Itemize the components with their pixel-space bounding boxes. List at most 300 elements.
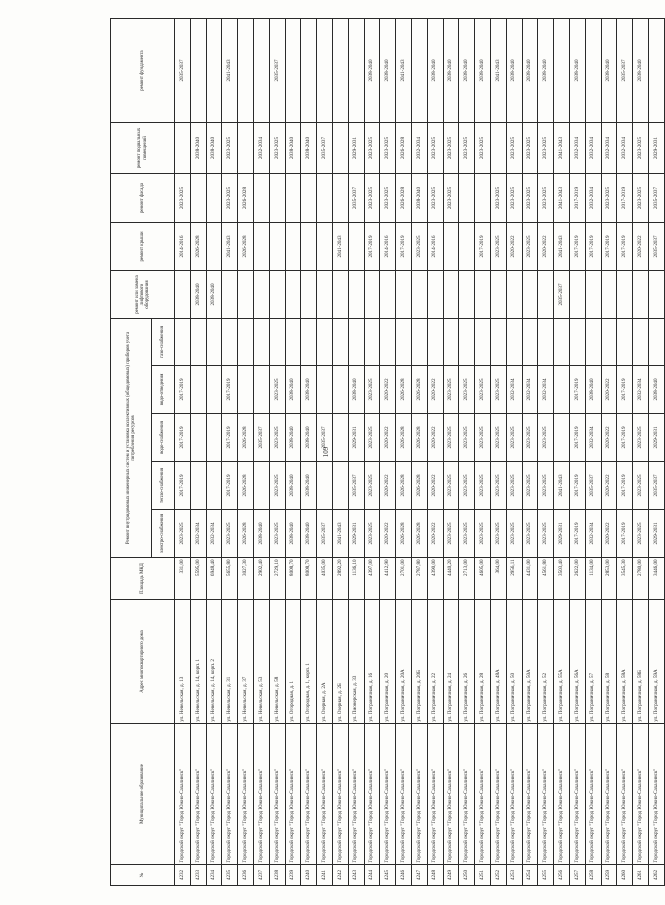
cell-fasad <box>332 174 348 223</box>
cell-num: 4235 <box>222 865 238 886</box>
cell-teplo: 2023-2025 <box>443 462 459 510</box>
cell-fund: 2038-2040 <box>601 19 617 123</box>
cell-lift <box>364 271 380 319</box>
cell-vodootv: 2017-2019 <box>617 366 633 414</box>
cell-vodootv <box>190 366 206 414</box>
cell-lift <box>396 271 412 319</box>
cell-area: 2729,10 <box>269 558 285 600</box>
cell-gazo <box>348 319 364 366</box>
cell-gazo <box>443 319 459 366</box>
cell-electro: 2023-2025 <box>364 510 380 558</box>
cell-gazo <box>490 319 506 366</box>
header-area: Площадь МКД <box>111 558 175 600</box>
cell-electro: 2026-2028 <box>411 510 427 558</box>
cell-lift <box>601 271 617 319</box>
cell-electro: 2038-2040 <box>253 510 269 558</box>
cell-vodootv: 2017-2019 <box>222 366 238 414</box>
cell-num: 4252 <box>490 865 506 886</box>
cell-lift <box>522 271 538 319</box>
cell-roof: 2020-2022 <box>633 223 649 271</box>
cell-electro: 2023-2025 <box>490 510 506 558</box>
cell-address: ул. Огородная, д. 1, корп. 1 <box>301 600 317 724</box>
cell-roof <box>459 223 475 271</box>
cell-vodo: 2029-2031 <box>348 414 364 462</box>
cell-num: 4241 <box>317 865 333 886</box>
cell-roof: 2020-2022 <box>538 223 554 271</box>
cell-vodootv: 2026-2028 <box>396 366 412 414</box>
table-row <box>364 19 380 886</box>
header-gazo: газо-снабжения <box>152 319 175 366</box>
cell-electro: 2032-2034 <box>206 510 222 558</box>
cell-area: 3545,30 <box>617 558 633 600</box>
cell-electro: 2029-2031 <box>554 510 570 558</box>
cell-num: 4251 <box>475 865 491 886</box>
cell-mo: Городской округ "Город Южно-Сахалинск" <box>301 724 317 865</box>
cell-podval: 2023-2025 <box>269 123 285 174</box>
cell-roof: 2014-2016 <box>427 223 443 271</box>
cell-fasad: 2023-2025 <box>222 174 238 223</box>
cell-teplo <box>332 462 348 510</box>
cell-fasad: 2023-2025 <box>490 174 506 223</box>
cell-vodootv: 2017-2019 <box>175 366 191 414</box>
cell-lift <box>617 271 633 319</box>
cell-vodootv: 2038-2040 <box>348 366 364 414</box>
cell-fasad: 2023-2025 <box>443 174 459 223</box>
cell-electro: 2023-2025 <box>522 510 538 558</box>
rotated-page <box>110 19 659 886</box>
cell-fund <box>411 19 427 123</box>
cell-roof: 2017-2019 <box>601 223 617 271</box>
cell-mo: Городской округ "Город Южно-Сахалинск" <box>490 724 506 865</box>
cell-roof <box>253 223 269 271</box>
cell-fasad: 2026-2028 <box>238 174 254 223</box>
cell-address: ул. Невельская, д. 53 <box>253 600 269 724</box>
cell-area: 3446,00 <box>648 558 664 600</box>
table-body <box>175 19 665 886</box>
cell-electro: 2029-2031 <box>648 510 664 558</box>
cell-roof <box>269 223 285 271</box>
cell-podval <box>238 123 254 174</box>
cell-fund: 2038-2040 <box>380 19 396 123</box>
cell-address: ул. Пограничная, д. 59А <box>648 600 664 724</box>
table-row <box>633 19 649 886</box>
cell-fund <box>348 19 364 123</box>
cell-gazo <box>601 319 617 366</box>
cell-mo: Городской округ "Город Южно-Сахалинск" <box>411 724 427 865</box>
cell-address: ул. Невельская, д. 14, корп. 2 <box>206 600 222 724</box>
cell-roof: 2014-2016 <box>175 223 191 271</box>
cell-vodo: 2023-2025 <box>522 414 538 462</box>
table-row <box>285 19 301 886</box>
cell-vodootv: 2026-2028 <box>411 366 427 414</box>
cell-vodo: 2020-2022 <box>380 414 396 462</box>
cell-address: ул. Пограничная, д. 16 <box>364 600 380 724</box>
cell-fasad <box>301 174 317 223</box>
cell-teplo: 2023-2025 <box>459 462 475 510</box>
cell-mo: Городской округ "Город Южно-Сахалинск" <box>285 724 301 865</box>
table-row <box>190 19 206 886</box>
cell-lift <box>506 271 522 319</box>
cell-vodootv: 2023-2025 <box>443 366 459 414</box>
cell-lift <box>459 271 475 319</box>
cell-address: ул. Пограничная, д. 20 <box>380 600 396 724</box>
cell-area: 1134,00 <box>585 558 601 600</box>
cell-address: ул. Пограничная, д. 57 <box>585 600 601 724</box>
cell-num: 4247 <box>411 865 427 886</box>
table-row <box>617 19 633 886</box>
cell-lift <box>411 271 427 319</box>
cell-gazo <box>411 319 427 366</box>
cell-address: ул. Невельская, д. 31 <box>222 600 238 724</box>
cell-vodootv: 2023-2025 <box>364 366 380 414</box>
cell-gazo <box>364 319 380 366</box>
cell-mo: Городской округ "Город Южно-Сахалинск" <box>617 724 633 865</box>
cell-address: ул. Пограничная, д. 22 <box>427 600 443 724</box>
cell-area: 4431,00 <box>522 558 538 600</box>
cell-teplo: 2023-2025 <box>522 462 538 510</box>
cell-teplo: 2023-2025 <box>506 462 522 510</box>
cell-area: 2622,00 <box>569 558 585 600</box>
cell-teplo: 2020-2022 <box>380 462 396 510</box>
cell-vodootv <box>206 366 222 414</box>
header-fasad: ремонт фасада <box>111 174 175 223</box>
cell-gazo <box>427 319 443 366</box>
cell-electro: 2023-2025 <box>459 510 475 558</box>
cell-fasad <box>253 174 269 223</box>
table-row <box>332 19 348 886</box>
cell-gazo <box>269 319 285 366</box>
cell-electro: 2023-2025 <box>175 510 191 558</box>
cell-mo: Городской округ "Город Южно-Сахалинск" <box>459 724 475 865</box>
cell-roof: 2026-2028 <box>238 223 254 271</box>
cell-teplo <box>317 462 333 510</box>
header-roof: ремонт крыши <box>111 223 175 271</box>
header-teplo: тепло-снабжения <box>152 462 175 510</box>
cell-mo: Городской округ "Город Южно-Сахалинск" <box>554 724 570 865</box>
cell-podval: 2032-2034 <box>617 123 633 174</box>
cell-lift <box>585 271 601 319</box>
cell-fasad <box>206 174 222 223</box>
cell-teplo: 2026-2028 <box>238 462 254 510</box>
cell-area: 364,00 <box>490 558 506 600</box>
cell-mo: Городской округ "Город Южно-Сахалинск" <box>601 724 617 865</box>
cell-fund: 2035-2037 <box>269 19 285 123</box>
cell-address: ул. Невельская, д. 58 <box>269 600 285 724</box>
cell-vodootv: 2023-2025 <box>459 366 475 414</box>
cell-vodo: 2035-2037 <box>253 414 269 462</box>
cell-gazo <box>253 319 269 366</box>
cell-address: ул. Пограничная, д. 58Б <box>633 600 649 724</box>
cell-vodootv <box>238 366 254 414</box>
cell-podval: 2038-2040 <box>301 123 317 174</box>
cell-area: 4035,00 <box>317 558 333 600</box>
cell-mo: Городской округ "Город Южно-Сахалинск" <box>380 724 396 865</box>
cell-podval <box>332 123 348 174</box>
cell-lift <box>648 271 664 319</box>
cell-fasad: 2035-2037 <box>348 174 364 223</box>
cell-roof: 2041-2043 <box>554 223 570 271</box>
cell-fasad: 2032-2034 <box>585 174 601 223</box>
cell-vodo: 2038-2040 <box>285 414 301 462</box>
cell-address: ул. Невельская, д. 37 <box>238 600 254 724</box>
cell-num: 4253 <box>506 865 522 886</box>
cell-podval: 2023-2025 <box>364 123 380 174</box>
cell-gazo <box>554 319 570 366</box>
cell-address: ул. Пионерская, д. 33 <box>348 600 364 724</box>
cell-roof: 2017-2019 <box>396 223 412 271</box>
cell-roof: 2014-2016 <box>380 223 396 271</box>
cell-electro: 2026-2028 <box>238 510 254 558</box>
cell-address: ул. Пограничная, д. 50 <box>506 600 522 724</box>
cell-vodo: 2029-2031 <box>648 414 664 462</box>
cell-area: 2701,00 <box>396 558 412 600</box>
cell-vodo: 2017-2019 <box>569 414 585 462</box>
cell-fund: 2038-2040 <box>633 19 649 123</box>
cell-mo: Городской округ "Город Южно-Сахалинск" <box>506 724 522 865</box>
cell-num: 4249 <box>443 865 459 886</box>
cell-gazo <box>617 319 633 366</box>
header-address: Адрес многоквартирного дома <box>111 600 175 724</box>
cell-podval: 2032-2034 <box>411 123 427 174</box>
cell-vodo <box>332 414 348 462</box>
cell-fasad <box>317 174 333 223</box>
cell-vodo: 2017-2019 <box>175 414 191 462</box>
table-header <box>111 19 175 886</box>
cell-num: 4242 <box>332 865 348 886</box>
cell-podval: 2023-2025 <box>522 123 538 174</box>
cell-vodootv: 2038-2040 <box>285 366 301 414</box>
cell-lift <box>427 271 443 319</box>
cell-vodootv: 2023-2025 <box>490 366 506 414</box>
cell-fund <box>332 19 348 123</box>
cell-mo: Городской округ "Город Южно-Сахалинск" <box>269 724 285 865</box>
cell-area: 2713,00 <box>459 558 475 600</box>
cell-electro: 2041-2043 <box>332 510 348 558</box>
cell-roof: 2017-2019 <box>617 223 633 271</box>
cell-fasad <box>459 174 475 223</box>
cell-fasad: 2017-2019 <box>569 174 585 223</box>
cell-fasad <box>475 174 491 223</box>
cell-vodo: 2026-2028 <box>238 414 254 462</box>
cell-roof <box>317 223 333 271</box>
cell-roof <box>301 223 317 271</box>
cell-gazo <box>585 319 601 366</box>
cell-fasad: 2023-2025 <box>364 174 380 223</box>
table-row <box>317 19 333 886</box>
cell-electro: 2020-2022 <box>427 510 443 558</box>
cell-lift <box>317 271 333 319</box>
cell-roof: 2020-2022 <box>506 223 522 271</box>
cell-num: 4248 <box>427 865 443 886</box>
cell-fasad: 2026-2028 <box>396 174 412 223</box>
cell-podval: 2032-2034 <box>253 123 269 174</box>
cell-mo: Городской округ "Город Южно-Сахалинск" <box>648 724 664 865</box>
cell-electro: 2032-2034 <box>190 510 206 558</box>
cell-vodo: 2023-2025 <box>633 414 649 462</box>
cell-lift: 2038-2040 <box>206 271 222 319</box>
cell-vodo <box>190 414 206 462</box>
cell-vodo: 2023-2025 <box>459 414 475 462</box>
table-row <box>554 19 570 886</box>
cell-fasad: 2023-2025 <box>538 174 554 223</box>
cell-fasad: 2023-2025 <box>633 174 649 223</box>
cell-podval: 2023-2025 <box>380 123 396 174</box>
cell-mo: Городской округ "Город Южно-Сахалинск" <box>396 724 412 865</box>
cell-teplo: 2023-2025 <box>269 462 285 510</box>
cell-gazo <box>206 319 222 366</box>
cell-teplo: 2041-2043 <box>554 462 570 510</box>
cell-podval: 2029-2031 <box>648 123 664 174</box>
cell-electro: 2017-2019 <box>569 510 585 558</box>
cell-gazo <box>301 319 317 366</box>
cell-fund: 2038-2040 <box>506 19 522 123</box>
header-electro: электро-снабжения <box>152 510 175 558</box>
cell-lift <box>301 271 317 319</box>
cell-num: 4239 <box>285 865 301 886</box>
cell-podval: 2038-2040 <box>190 123 206 174</box>
cell-address: ул. Пограничная, д. 20Б <box>411 600 427 724</box>
cell-gazo <box>238 319 254 366</box>
cell-vodo: 2038-2040 <box>301 414 317 462</box>
cell-mo: Городской округ "Город Южно-Сахалинск" <box>427 724 443 865</box>
cell-podval: 2023-2025 <box>459 123 475 174</box>
cell-electro: 2026-2028 <box>396 510 412 558</box>
cell-num: 4245 <box>380 865 396 886</box>
cell-teplo: 2020-2022 <box>601 462 617 510</box>
cell-fasad: 2023-2025 <box>175 174 191 223</box>
cell-area: 3027,30 <box>238 558 254 600</box>
cell-roof <box>285 223 301 271</box>
cell-electro: 2038-2040 <box>301 510 317 558</box>
cell-gazo <box>396 319 412 366</box>
cell-electro: 2020-2022 <box>601 510 617 558</box>
cell-vodootv: 2023-2025 <box>269 366 285 414</box>
cell-lift <box>633 271 649 319</box>
cell-electro: 2020-2022 <box>380 510 396 558</box>
cell-fund: 2041-2043 <box>490 19 506 123</box>
cell-area: 2780,00 <box>633 558 649 600</box>
cell-electro: 2023-2025 <box>633 510 649 558</box>
header-lift: ремонт или замена лифтового оборудования <box>111 271 175 319</box>
cell-podval: 2029-2031 <box>348 123 364 174</box>
cell-num: 4256 <box>554 865 570 886</box>
cell-vodo: 2023-2025 <box>443 414 459 462</box>
cell-teplo <box>190 462 206 510</box>
cell-fund: 2038-2040 <box>443 19 459 123</box>
cell-podval <box>175 123 191 174</box>
cell-num: 4258 <box>585 865 601 886</box>
cell-fund <box>585 19 601 123</box>
cell-fasad: 2023-2025 <box>506 174 522 223</box>
cell-area: 4390,00 <box>427 558 443 600</box>
cell-num: 4234 <box>206 865 222 886</box>
cell-mo: Городской округ "Город Южно-Сахалинск" <box>364 724 380 865</box>
cell-electro: 2035-2037 <box>317 510 333 558</box>
cell-electro: 2038-2040 <box>285 510 301 558</box>
cell-fund: 2038-2040 <box>427 19 443 123</box>
cell-podval: 2023-2025 <box>443 123 459 174</box>
cell-fund: 2038-2040 <box>538 19 554 123</box>
cell-vodootv: 2020-2022 <box>601 366 617 414</box>
cell-mo: Городской округ "Город Южно-Сахалинск" <box>332 724 348 865</box>
cell-vodootv: 2032-2034 <box>506 366 522 414</box>
cell-gazo <box>332 319 348 366</box>
cell-address: ул. Пограничная, д. 55А <box>554 600 570 724</box>
cell-podval: 2023-2025 <box>538 123 554 174</box>
cell-mo: Городской округ "Город Южно-Сахалинск" <box>175 724 191 865</box>
cell-mo: Городской округ "Город Южно-Сахалинск" <box>253 724 269 865</box>
cell-area: 2956,11 <box>506 558 522 600</box>
cell-vodo <box>554 414 570 462</box>
cell-vodootv: 2017-2019 <box>569 366 585 414</box>
cell-teplo: 2023-2025 <box>633 462 649 510</box>
cell-vodootv: 2032-2034 <box>538 366 554 414</box>
cell-teplo: 2017-2019 <box>569 462 585 510</box>
table-row <box>585 19 601 886</box>
cell-mo: Городской округ "Город Южно-Сахалинск" <box>190 724 206 865</box>
cell-mo: Городской округ "Город Южно-Сахалинск" <box>222 724 238 865</box>
cell-podval: 2035-2037 <box>317 123 333 174</box>
cell-teplo: 2017-2019 <box>222 462 238 510</box>
cell-mo: Городской округ "Город Южно-Сахалинск" <box>633 724 649 865</box>
cell-lift: 2038-2040 <box>190 271 206 319</box>
cell-roof: 2023-2025 <box>490 223 506 271</box>
cell-address: ул. Пограничная, д. 58А <box>617 600 633 724</box>
cell-gazo <box>648 319 664 366</box>
cell-num: 4262 <box>648 865 664 886</box>
table-row <box>475 19 491 886</box>
cell-lift <box>175 271 191 319</box>
cell-gazo <box>475 319 491 366</box>
cell-vodo: 2017-2019 <box>222 414 238 462</box>
cell-electro: 2023-2025 <box>443 510 459 558</box>
cell-roof: 2041-2043 <box>222 223 238 271</box>
cell-gazo <box>633 319 649 366</box>
cell-vodootv: 2023-2025 <box>475 366 491 414</box>
cell-gazo <box>459 319 475 366</box>
cell-teplo: 2035-2037 <box>648 462 664 510</box>
cell-num: 4237 <box>253 865 269 886</box>
cell-vodootv <box>332 366 348 414</box>
cell-num: 4257 <box>569 865 585 886</box>
cell-vodo: 2023-2025 <box>269 414 285 462</box>
cell-electro: 2023-2025 <box>269 510 285 558</box>
cell-mo: Городской округ "Город Южно-Сахалинск" <box>348 724 364 865</box>
cell-num: 4236 <box>238 865 254 886</box>
cell-mo: Городской округ "Город Южно-Сахалинск" <box>206 724 222 865</box>
cell-roof: 2041-2043 <box>332 223 348 271</box>
cell-electro: 2032-2034 <box>585 510 601 558</box>
cell-podval: 2038-2040 <box>206 123 222 174</box>
cell-num: 4233 <box>190 865 206 886</box>
cell-roof <box>206 223 222 271</box>
table-row <box>301 19 317 886</box>
table-row <box>443 19 459 886</box>
cell-address: ул. Пограничная, д. 52 <box>538 600 554 724</box>
cell-area: 4412,90 <box>380 558 396 600</box>
cell-lift <box>443 271 459 319</box>
cell-podval: 2032-2034 <box>569 123 585 174</box>
cell-area: 4605,00 <box>475 558 491 600</box>
cell-num: 4246 <box>396 865 412 886</box>
cell-fund <box>238 19 254 123</box>
cell-lift <box>569 271 585 319</box>
cell-area: 1136,10 <box>348 558 364 600</box>
cell-area: 2902,40 <box>253 558 269 600</box>
cell-area: 2853,00 <box>601 558 617 600</box>
cell-fasad <box>285 174 301 223</box>
cell-vodootv: 2032-2034 <box>522 366 538 414</box>
